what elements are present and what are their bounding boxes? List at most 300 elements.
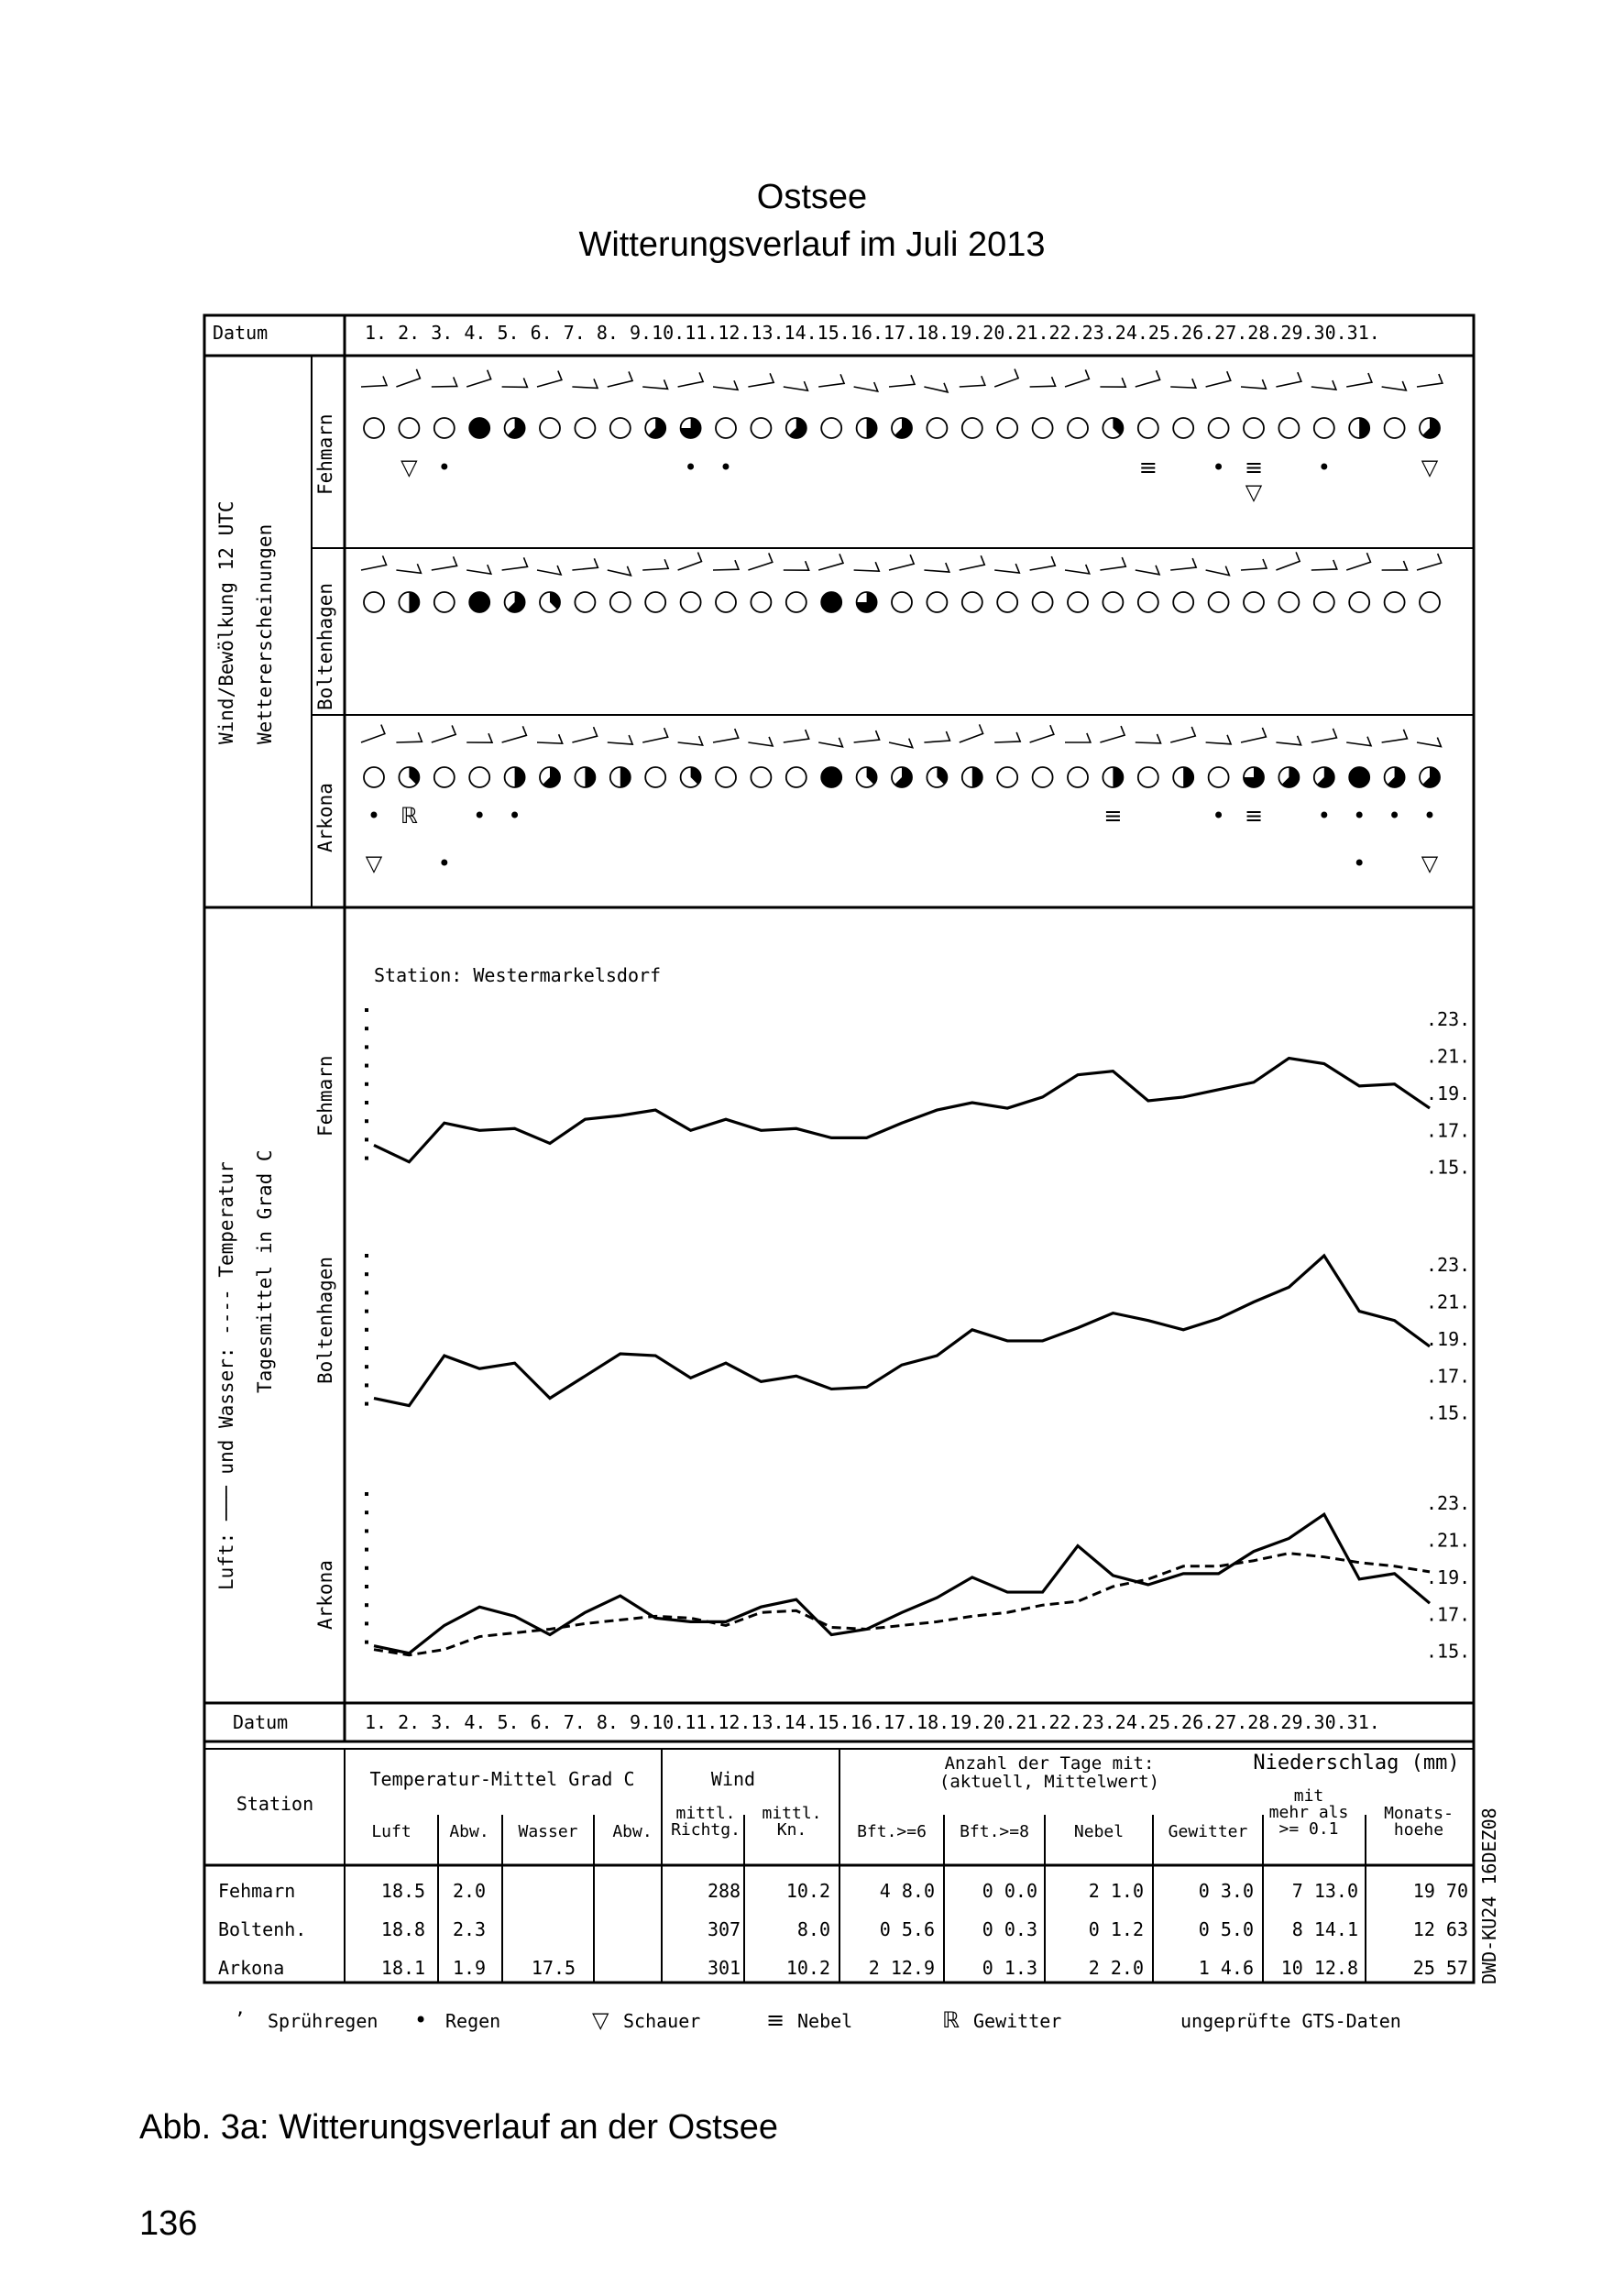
cloud-cover-icon <box>575 418 595 438</box>
weather-event-symbol: • <box>1212 455 1225 480</box>
wind-barb-icon <box>608 371 632 387</box>
wind-barb-icon <box>1170 727 1195 742</box>
cloud-cover-icon <box>1173 418 1193 438</box>
figure-caption: Abb. 3a: Witterungsverlauf an der Ostsee <box>139 2108 779 2147</box>
wind-barb-icon <box>537 371 562 387</box>
table-cell-kn: 8.0 <box>796 1918 830 1940</box>
axis-tick-left <box>365 1365 368 1368</box>
weather-event-symbol: • <box>437 851 451 876</box>
table-cell-luft: 18.5 <box>380 1880 426 1902</box>
cloud-cover-icon <box>1068 592 1088 612</box>
series-line-fehmarn-luft <box>374 1059 1430 1162</box>
table-header-wind-col: Richtg. <box>671 1820 741 1840</box>
y-tick-label: .17. <box>1426 1603 1471 1626</box>
wind-barb-icon <box>432 725 455 742</box>
axis-tick-left <box>365 1254 368 1258</box>
table-cell-hoehe: 12 63 <box>1412 1918 1468 1940</box>
weather-event-symbol: • <box>473 803 487 829</box>
wind-barb-icon <box>396 732 422 742</box>
wind-barb-icon <box>924 383 948 392</box>
axis-tick-left <box>365 1027 368 1030</box>
y-tick-label: .23. <box>1426 1008 1471 1031</box>
wind-barb-icon <box>1276 736 1300 745</box>
table-cell-nebel: 2 2.0 <box>1088 1957 1144 1979</box>
axis-tick-left <box>365 1402 368 1406</box>
cloud-cover-icon <box>399 418 419 438</box>
table-row-station: Arkona <box>218 1957 285 1979</box>
weather-event-symbol: ▽ <box>1421 851 1439 876</box>
wind-barb-icon <box>1136 734 1161 743</box>
table-header-wind: Wind <box>710 1768 756 1790</box>
weather-event-symbol: • <box>1353 803 1366 829</box>
weather-event-symbol: ≡ <box>1103 803 1123 829</box>
wind-barb-icon <box>361 555 387 570</box>
y-tick-label: .23. <box>1426 1492 1471 1515</box>
cloud-cover-fill <box>585 767 595 787</box>
y-tick-label: .15. <box>1426 1156 1471 1179</box>
cloud-cover-icon <box>751 767 771 787</box>
axis-tick-left <box>365 1529 368 1532</box>
temp-unit-label: Tagesmittel in Grad C <box>254 1149 276 1393</box>
table-header-days-col: mehr als <box>1268 1803 1349 1822</box>
cloud-cover-fill <box>620 767 631 787</box>
cloud-cover-icon <box>645 767 665 787</box>
table-cell-luft: 18.8 <box>380 1918 426 1940</box>
table-header-days: Anzahl der Tage mit: <box>944 1753 1155 1774</box>
station-label-arkona: Arkona <box>314 783 336 852</box>
table-cell-abw: 2.0 <box>452 1880 487 1902</box>
weather-event-symbol: ≡ <box>1138 455 1158 480</box>
axis-tick-left <box>365 1585 368 1588</box>
axis-tick-left <box>365 1008 368 1012</box>
cloud-cover-icon <box>1314 418 1334 438</box>
cloud-cover-icon <box>1209 767 1229 787</box>
wind-barb-icon <box>1241 728 1266 742</box>
cloud-cover-icon <box>1385 418 1405 438</box>
wind-barb-icon <box>924 563 949 572</box>
cloud-cover-fill <box>1349 767 1369 787</box>
wind-barb-icon <box>678 372 704 387</box>
wind-barb-icon <box>396 369 420 387</box>
cloud-cover-icon <box>1244 592 1264 612</box>
y-tick-label: .17. <box>1426 1119 1471 1142</box>
y-tick-label: .15. <box>1426 1640 1471 1663</box>
weather-event-symbol: • <box>1317 455 1331 480</box>
legend-symbol: • <box>414 2007 428 2033</box>
wind-barb-icon <box>748 373 774 387</box>
cloud-cover-icon <box>469 767 489 787</box>
panel-label-boltenhagen: Boltenhagen <box>314 1256 336 1384</box>
wind-barb-icon <box>994 564 1019 573</box>
table-header-precip-col: hoehe <box>1393 1820 1444 1840</box>
wind-barb-icon <box>1030 556 1056 570</box>
axis-tick-left <box>365 1137 368 1141</box>
days-row: 1. 2. 3. 4. 5. 6. 7. 8. 9.10.11.12.13.14.15.16.17.18.19.20.21.22.23.24.25.26.27.28.29.30.31. <box>365 322 1380 344</box>
series-line-arkona-luft <box>374 1514 1430 1653</box>
cloud-cover-icon <box>681 592 701 612</box>
weather-event-symbol: • <box>1353 851 1366 876</box>
wind-barb-icon <box>1100 378 1125 387</box>
wind-barb-icon <box>572 558 598 570</box>
wind-barb-icon <box>466 370 490 387</box>
wind-barb-icon <box>1170 379 1196 388</box>
temp-section-label: Luft: ─── und Wasser: ---- Temperatur <box>215 1161 237 1590</box>
cloud-cover-icon <box>434 592 455 612</box>
cloud-cover-icon <box>434 767 455 787</box>
wind-barb-icon <box>396 564 421 573</box>
weather-event-symbol: ▽ <box>1245 479 1263 505</box>
wind-barb-icon <box>572 379 598 388</box>
days-row-bottom: 1. 2. 3. 4. 5. 6. 7. 8. 9.10.11.12.13.14.15.16.17.18.19.20.21.22.23.24.25.26.27.28.29.30.31. <box>365 1711 1380 1733</box>
weather-event-symbol: • <box>1212 803 1225 829</box>
wind-barb-icon <box>960 724 983 742</box>
weather-event-symbol: • <box>437 455 451 480</box>
weather-event-symbol: ▽ <box>1421 455 1439 480</box>
cloud-cover-icon <box>751 418 771 438</box>
wind-barb-icon <box>784 730 809 742</box>
table-cell-kn: 10.2 <box>785 1957 830 1979</box>
y-tick-label: .19. <box>1426 1565 1471 1588</box>
axis-tick-left <box>365 1603 368 1607</box>
cloud-cover-icon <box>364 418 384 438</box>
table-header-precip: Niederschlag (mm) <box>1253 1752 1460 1774</box>
table-cell-bft8: 0 0.3 <box>982 1918 1037 1940</box>
table-header-temp-col: Wasser <box>518 1822 578 1841</box>
wind-barb-icon <box>1382 381 1407 390</box>
weather-section-label: Wettererscheinungen <box>254 523 276 744</box>
wind-barb-icon <box>1417 554 1442 570</box>
table-cell-richtg: 288 <box>707 1880 741 1902</box>
wind-barb-icon <box>502 726 527 742</box>
wind-barb-icon <box>960 555 984 570</box>
table-cell-richtg: 301 <box>707 1957 741 1979</box>
axis-tick-left <box>365 1291 368 1294</box>
table-header-days-col: mit <box>1293 1786 1324 1806</box>
wind-barb-icon <box>1276 552 1300 570</box>
table-cell-gewitter: 0 3.0 <box>1198 1880 1254 1902</box>
table-header-wind-col: mittl. <box>675 1804 736 1823</box>
cloud-cover-icon <box>364 767 384 787</box>
wind-barb-icon <box>854 562 880 571</box>
table-cell-niederschlag: 8 14.1 <box>1291 1918 1358 1940</box>
weather-event-symbol: • <box>367 803 381 829</box>
wind-barb-icon <box>1346 737 1371 746</box>
wind-barb-icon <box>642 379 667 389</box>
cloud-cover-icon <box>716 767 736 787</box>
table-row-station: Fehmarn <box>218 1880 296 1902</box>
cloud-cover-fill <box>821 767 841 787</box>
axis-tick-left <box>365 1101 368 1104</box>
legend-label: Schauer <box>623 2010 701 2032</box>
y-tick-label: .17. <box>1426 1365 1471 1388</box>
datum-label: Datum <box>213 322 269 344</box>
wind-barb-icon <box>1206 735 1231 744</box>
table-cell-niederschlag: 10 12.8 <box>1280 1957 1358 1979</box>
cloud-cover-icon <box>1244 418 1264 438</box>
weather-event-symbol: • <box>719 455 733 480</box>
axis-tick-left <box>365 1492 368 1496</box>
cloud-cover-fill <box>1183 767 1193 787</box>
table-cell-gewitter: 1 4.6 <box>1198 1957 1254 1979</box>
cloud-cover-icon <box>1033 418 1053 438</box>
table-header-temp-col: Abw. <box>612 1822 653 1841</box>
axis-tick-left <box>365 1310 368 1313</box>
table-header-station: Station <box>236 1793 314 1815</box>
table-cell-niederschlag: 7 13.0 <box>1291 1880 1358 1902</box>
cloud-cover-icon <box>1138 767 1158 787</box>
axis-tick-left <box>365 1511 368 1514</box>
axis-tick-left <box>365 1272 368 1276</box>
cloud-cover-icon <box>610 418 631 438</box>
wind-barb-icon <box>608 735 632 744</box>
wind-barb-icon <box>1030 725 1054 742</box>
table-header-days-col: Bft.>=6 <box>857 1822 927 1841</box>
table-header-days: (aktuell, Mittelwert) <box>938 1772 1160 1792</box>
wind-barb-icon <box>361 725 385 742</box>
table-row-station: Boltenh. <box>218 1918 307 1940</box>
axis-tick-left <box>365 1119 368 1123</box>
table-header-days-col: Nebel <box>1073 1822 1125 1841</box>
wind-barb-icon <box>713 560 739 570</box>
wind-barb-icon <box>1311 380 1336 390</box>
panel-label-arkona: Arkona <box>314 1560 336 1630</box>
cloud-cover-icon <box>716 592 736 612</box>
weather-event-symbol: • <box>684 455 697 480</box>
wind-barb-icon <box>1206 371 1231 387</box>
wind-barb-icon <box>1136 370 1160 387</box>
table-cell-abw: 1.9 <box>452 1957 487 1979</box>
cloud-cover-icon <box>1068 767 1088 787</box>
cloud-cover-icon <box>997 767 1017 787</box>
wind-barb-icon <box>466 733 492 742</box>
wind-barb-icon <box>1065 733 1091 742</box>
wind-barb-icon <box>642 559 668 570</box>
wind-barb-icon <box>537 734 563 743</box>
wind-barb-icon <box>784 561 809 570</box>
weather-event-symbol: • <box>1388 803 1401 829</box>
wind-barb-icon <box>1170 558 1196 570</box>
wind-barb-icon <box>994 732 1020 742</box>
axis-tick-left <box>365 1328 368 1332</box>
wind-barb-icon <box>537 566 561 575</box>
cloud-cover-icon <box>1278 592 1299 612</box>
cloud-cover-icon <box>751 592 771 612</box>
wind-barb-icon <box>502 557 528 570</box>
cloud-cover-icon <box>1103 592 1123 612</box>
legend-label: Regen <box>445 2010 501 2032</box>
datum-label-bottom: Datum <box>233 1711 289 1733</box>
weather-event-symbol: ≡ <box>1244 803 1264 829</box>
wind-barb-icon <box>889 375 915 387</box>
table-header-wind-col: Kn. <box>776 1820 807 1840</box>
legend-symbol: ℝ <box>942 2007 960 2033</box>
legend-symbol: ▽ <box>592 2007 609 2033</box>
cloud-cover-fill <box>821 592 841 612</box>
table-cell-nebel: 0 1.2 <box>1088 1918 1144 1940</box>
cloud-cover-icon <box>786 592 807 612</box>
wind-barb-icon <box>854 382 878 391</box>
table-cell-bft6: 4 8.0 <box>879 1880 935 1902</box>
cloud-cover-icon <box>434 418 455 438</box>
table-header-temp-col: Abw. <box>449 1822 489 1841</box>
wind-barb-icon <box>994 369 1018 387</box>
side-code: DWD-KU24 16DEZ08 <box>1478 1807 1500 1984</box>
axis-tick-left <box>365 1641 368 1644</box>
wind-barb-icon <box>818 554 843 570</box>
cloud-cover-icon <box>1209 592 1229 612</box>
axis-tick-left <box>365 1064 368 1068</box>
cloud-cover-fill <box>469 592 489 612</box>
wind-barb-icon <box>1311 560 1337 570</box>
table-cell-kn: 10.2 <box>785 1880 830 1902</box>
region-title: Ostsee <box>756 178 868 216</box>
wind-barb-icon <box>1417 738 1441 747</box>
series-line-arkona-wasser <box>374 1554 1430 1655</box>
cloud-cover-icon <box>962 418 982 438</box>
wind-barb-icon <box>432 556 457 570</box>
table-header-days-col: Gewitter <box>1168 1822 1248 1841</box>
cloud-cover-icon <box>645 592 665 612</box>
wind-barb-icon <box>1241 379 1266 389</box>
wind-barb-icon <box>1382 730 1408 742</box>
axis-tick-left <box>365 1621 368 1625</box>
y-tick-label: .21. <box>1426 1529 1471 1552</box>
panel-label-fehmarn: Fehmarn <box>314 1055 336 1137</box>
weather-event-symbol: ≡ <box>1244 455 1264 480</box>
table-cell-bft8: 0 1.3 <box>982 1957 1037 1979</box>
y-tick-label: .21. <box>1426 1045 1471 1068</box>
wind-barb-icon <box>1100 726 1125 742</box>
station-label-boltenhagen: Boltenhagen <box>314 582 336 710</box>
cloud-cover-icon <box>786 767 807 787</box>
legend-symbol: ≡ <box>766 2007 785 2033</box>
cloud-cover-icon <box>1278 418 1299 438</box>
legend-label: Gewitter <box>973 2010 1062 2032</box>
cloud-cover-icon <box>1138 418 1158 438</box>
table-cell-richtg: 307 <box>707 1918 741 1940</box>
table-header-wind-col: mittl. <box>762 1804 822 1823</box>
wind-barb-icon <box>1136 566 1159 575</box>
series-line-boltenhagen-luft <box>374 1256 1430 1406</box>
page-number: 136 <box>139 2204 198 2243</box>
cloud-cover-icon <box>364 592 384 612</box>
y-tick-label: .23. <box>1426 1254 1471 1277</box>
axis-tick-left <box>365 1346 368 1350</box>
cloud-cover-icon <box>962 592 982 612</box>
axis-tick-left <box>365 1566 368 1570</box>
table-cell-hoehe: 19 70 <box>1412 1880 1468 1902</box>
wind-section-label: Wind/Bewölkung 12 UTC <box>215 500 237 744</box>
wind-barb-icon <box>818 738 842 747</box>
y-tick-label: .15. <box>1426 1401 1471 1424</box>
wind-barb-icon <box>1206 566 1230 576</box>
axis-tick-left <box>365 1045 368 1049</box>
legend-label: Sprühregen <box>268 2010 379 2032</box>
weather-event-symbol: ▽ <box>365 851 383 876</box>
wind-barb-icon <box>502 378 528 387</box>
station-label-fehmarn: Fehmarn <box>314 413 336 495</box>
weather-event-symbol: • <box>1422 803 1437 829</box>
weather-event-symbol: • <box>1317 803 1331 829</box>
table-cell-nebel: 2 1.0 <box>1088 1880 1144 1902</box>
cloud-cover-icon <box>1349 592 1369 612</box>
wind-barb-icon <box>1417 374 1443 387</box>
wind-barb-icon <box>1311 729 1337 742</box>
wind-barb-icon <box>818 374 844 387</box>
wind-barb-icon <box>678 553 702 570</box>
wind-barb-icon <box>713 729 739 742</box>
cloud-cover-icon <box>1385 592 1405 612</box>
wind-barb-icon <box>572 727 597 742</box>
wind-barb-icon <box>854 731 880 742</box>
cloud-cover-icon <box>1068 418 1088 438</box>
cloud-cover-icon <box>821 418 841 438</box>
cloud-cover-fill <box>972 767 982 787</box>
cloud-cover-fill <box>469 418 489 438</box>
cloud-cover-icon <box>1420 592 1440 612</box>
wind-barb-icon <box>889 739 913 748</box>
cloud-cover-icon <box>540 418 560 438</box>
wind-barb-icon <box>748 737 773 746</box>
wind-barb-icon <box>1346 373 1372 387</box>
weather-event-symbol: ℝ <box>400 803 418 829</box>
wind-barb-icon <box>1030 377 1056 387</box>
table-cell-bft6: 0 5.6 <box>879 1918 935 1940</box>
chart-station-note: Station: Westermarkelsdorf <box>374 964 662 986</box>
wind-barb-icon <box>1065 565 1090 574</box>
y-tick-label: .19. <box>1426 1327 1471 1350</box>
table-cell-luft: 18.1 <box>380 1957 426 1979</box>
wind-barb-icon <box>642 728 667 742</box>
wind-barb-icon <box>713 380 738 390</box>
legend-symbol: ʼ <box>236 2007 244 2033</box>
cloud-cover-icon <box>1173 592 1193 612</box>
cloud-cover-icon <box>1209 418 1229 438</box>
cloud-cover-icon <box>1033 767 1053 787</box>
table-header-days-col: Bft.>=8 <box>960 1822 1029 1841</box>
cloud-cover-icon <box>610 592 631 612</box>
wind-barb-icon <box>924 731 949 742</box>
y-tick-label: .19. <box>1426 1082 1471 1104</box>
cloud-cover-icon <box>575 592 595 612</box>
axis-tick-left <box>365 1157 368 1160</box>
legend-label: Nebel <box>797 2010 853 2032</box>
table-cell-gewitter: 0 5.0 <box>1198 1918 1254 1940</box>
wind-barb-icon <box>1241 559 1267 570</box>
wind-barb-icon <box>466 565 491 574</box>
axis-tick-left <box>365 1082 368 1086</box>
data-note: ungeprüfte GTS-Daten <box>1180 2010 1401 2032</box>
wind-barb-icon <box>432 377 457 387</box>
table-cell-wasser: 17.5 <box>531 1957 576 1979</box>
wind-barb-icon <box>1100 557 1125 570</box>
wind-barb-icon <box>960 376 985 387</box>
wind-barb-icon <box>1276 372 1300 387</box>
wind-barb-icon <box>361 376 387 387</box>
axis-tick-left <box>365 1383 368 1387</box>
wind-barb-icon <box>784 381 808 390</box>
table-header-days-col: >= 0.1 <box>1278 1819 1339 1839</box>
cloud-cover-fill <box>1113 767 1123 787</box>
wind-barb-icon <box>1346 553 1370 570</box>
cloud-cover-icon <box>927 418 947 438</box>
table-header-temp-col: Luft <box>371 1822 411 1841</box>
table-cell-bft8: 0 0.0 <box>982 1880 1037 1902</box>
cloud-cover-icon <box>997 592 1017 612</box>
cloud-cover-fill <box>1359 418 1369 438</box>
cloud-cover-icon <box>1314 592 1334 612</box>
cloud-cover-icon <box>997 418 1017 438</box>
